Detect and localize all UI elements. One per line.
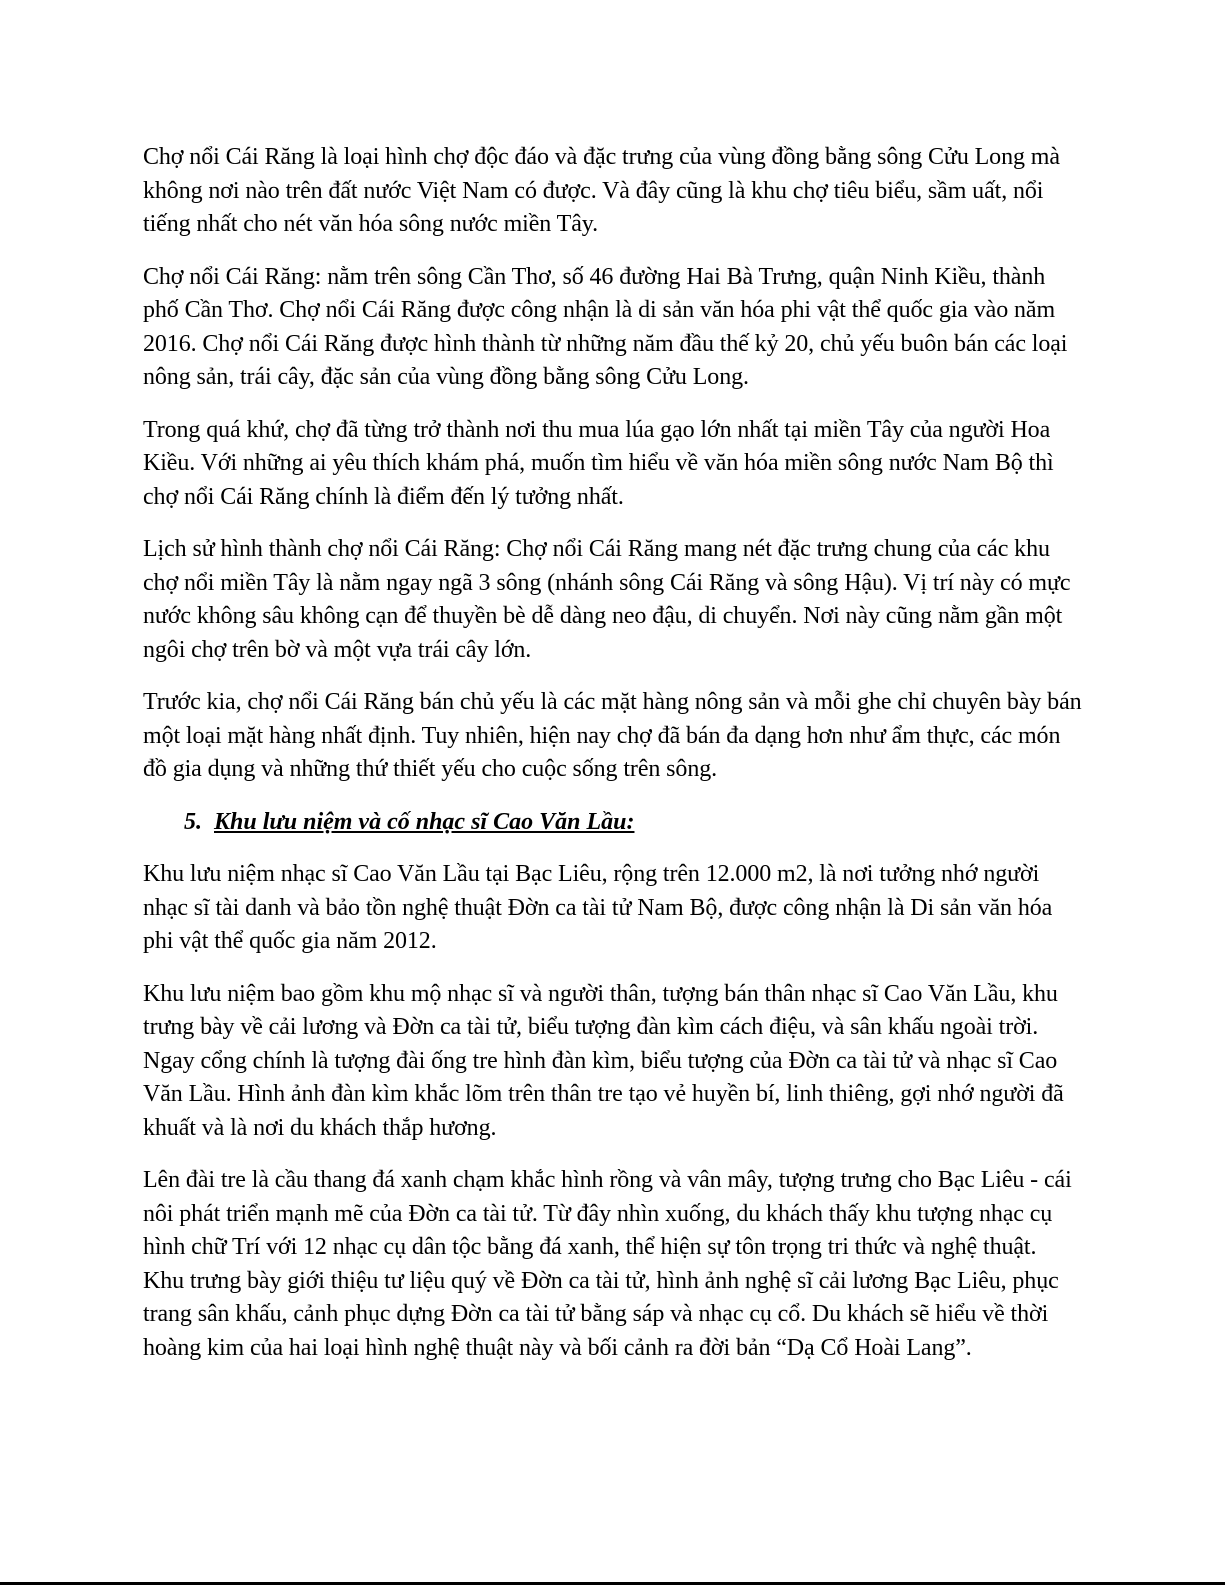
section-title: Khu lưu niệm và cố nhạc sĩ Cao Văn Lầu: [214,808,635,835]
document-body [143,141,1083,1384]
paragraph-memorial-intro: Khu lưu niệm nhạc sĩ Cao Văn Lầu tại Bạc Liêu, rộng trên 12.000 m2, là nơi tưởng nhớ người nhạc sĩ tài danh và bảo tồn nghệ thuật Đờn ca tài tử Nam Bộ, được công nhận là Di sản văn hóa phi vật thể quốc gia năm 2012. [143,861,1053,954]
paragraph-memorial-areas: Khu lưu niệm bao gồm khu mộ nhạc sĩ và người thân, tượng bán thân nhạc sĩ Cao Văn Lầu, khu trưng bày về cải lương và Đờn ca tài tử, biểu tượng đàn kìm cách điệu, và sân khấu ngoài trời. Ngay cổng chính là tượng đài ống tre hình đàn kìm, biểu tượng của Đờn ca tài tử và nhạc sĩ Cao Văn Lầu. Hình ảnh đàn kìm khắc lõm trên thân tre tạo vẻ huyền bí, linh thiêng, gợi nhớ người đã khuất và là nơi du khách thắp hương. [143,980,1064,1141]
paragraph-memorial-exhibits: Lên đài tre là cầu thang đá xanh chạm khắc hình rồng và vân mây, tượng trưng cho Bạc Liêu - cái nôi phát triển mạnh mẽ của Đờn ca tài tử. Từ đây nhìn xuống, du khách thấy khu tượng nhạc cụ hình chữ Trí với 12 nhạc cụ dân tộc bằng đá xanh, thể hiện sự tôn trọng tri thức và nghệ thuật. Khu trưng bày giới thiệu tư liệu quý về Đờn ca tài tử, hình ảnh nghệ sĩ cải lương Bạc Liêu, phục trang sân khấu, cảnh phục dựng Đờn ca tài tử bằng sáp và nhạc cụ cổ. Du khách sẽ hiểu về thời hoàng kim của hai loại hình nghệ thuật này và bối cảnh ra đời bản “Dạ Cổ Hoài Lang”. [143,1167,1072,1361]
paragraph-cai-rang-history: Lịch sử hình thành chợ nổi Cái Răng: Chợ nổi Cái Răng mang nét đặc trưng chung của các khu chợ nổi miền Tây là nằm ngay ngã 3 sông (nhánh sông Cái Răng và sông Hậu). Vị trí này có mực nước không sâu không cạn để thuyền bè dễ dàng neo đậu, di chuyển. Nơi này cũng nằm gần một ngôi chợ trên bờ và một vựa trái cây lớn. [143,536,1071,663]
paragraph-cai-rang-goods: Trước kia, chợ nổi Cái Răng bán chủ yếu là các mặt hàng nông sản và mỗi ghe chỉ chuyên bày bán một loại mặt hàng nhất định. Tuy nhiên, hiện nay chợ đã bán đa dạng hơn như ẩm thực, các món đồ gia dụng và những thứ thiết yếu cho cuộc sống trên sông. [143,689,1082,782]
section-number: 5. [184,808,202,835]
paragraph-cai-rang-past: Trong quá khứ, chợ đã từng trở thành nơi thu mua lúa gạo lớn nhất tại miền Tây của người Hoa Kiều. Với những ai yêu thích khám phá, muốn tìm hiểu về văn hóa miền sông nước Nam Bộ thì chợ nổi Cái Răng chính là điểm đến lý tưởng nhất. [143,416,1054,510]
paragraph-cai-rang-intro: Chợ nổi Cái Răng là loại hình chợ độc đáo và đặc trưng của vùng đồng bằng sông Cửu Long mà không nơi nào trên đất nước Việt Nam có được. Và đây cũng là khu chợ tiêu biểu, sầm uất, nổi tiếng nhất cho nét văn hóa sông nước miền Tây. [143,144,1060,237]
paragraph-cai-rang-location: Chợ nổi Cái Răng: nằm trên sông Cần Thơ, số 46 đường Hai Bà Trưng, quận Ninh Kiều, thành phố Cần Thơ. Chợ nổi Cái Răng được công nhận là di sản văn hóa phi vật thể quốc gia vào năm 2016. Chợ nổi Cái Răng được hình thành từ những năm đầu thế kỷ 20, chủ yếu buôn bán các loại nông sản, trái cây, đặc sản của vùng đồng bằng sông Cửu Long. [143,263,1068,390]
section-heading [143,806,1083,840]
